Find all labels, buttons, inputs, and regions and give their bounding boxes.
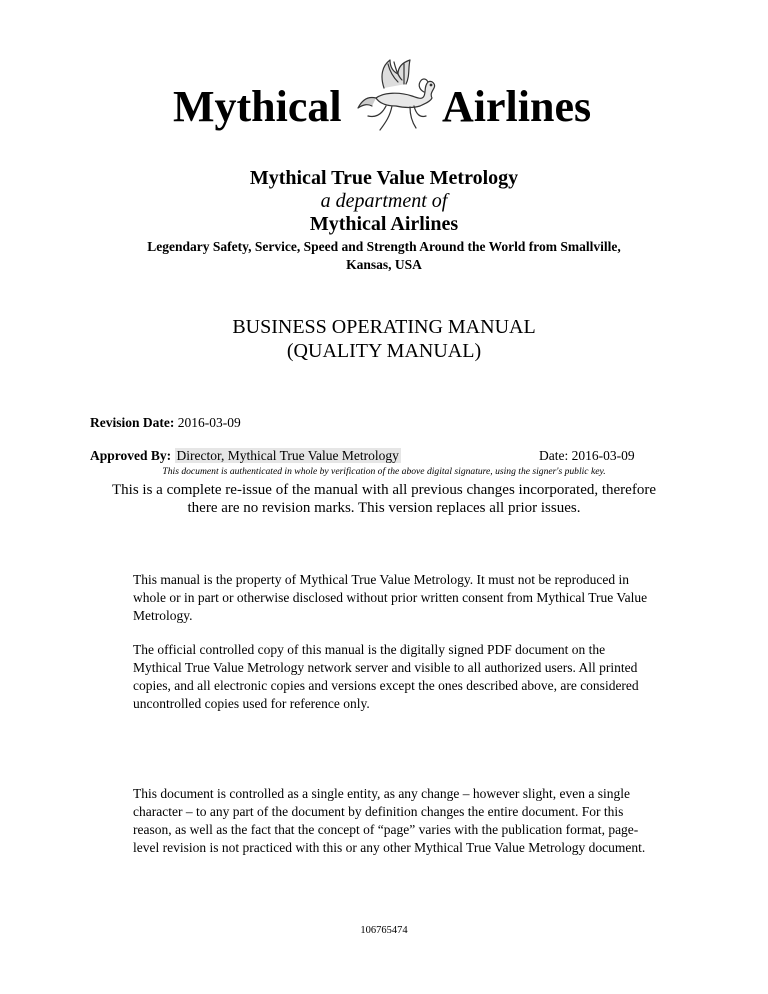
signature-field[interactable]: Director, Mythical True Value Metrology (176, 448, 399, 463)
approved-by-label: Approved By: (90, 448, 172, 463)
airline-name: Mythical Airlines (309, 213, 459, 235)
revision-date-value: 2016-03-09 (177, 415, 241, 430)
approval-date-value: 2016-03-09 (571, 448, 635, 463)
logo-right-word: Airlines (442, 82, 592, 131)
controlled-copy-paragraph: The official controlled copy of this manual is the digitally signed PDF document on the Mythical True Value Metrology network server and visible to all authorized users. All printed copies, and all electronic copies and versions except the ones described above, are considered uncontrolled copies used for reference only. (133, 642, 639, 711)
revision-date (90, 415, 241, 431)
department-name: Mythical True Value Metrology (249, 167, 519, 189)
pegasus-icon (354, 58, 438, 134)
authentication-note: This document is authenticated in whole by verification of the above digital signature, using the signer's public key. (162, 466, 606, 477)
single-entity-paragraph: This document is controlled as a single entity, as any change – however slight, even a single character – to any part of the document by definition changes the entire document. For this reason, as well as the fact that the concept of “page” varies with the publication format, page-level revision is not practiced with this or any other Mythical True Value Metrology document. (133, 786, 646, 855)
revision-date-label: Revision Date: (90, 415, 175, 430)
document-number: 106765474 (360, 925, 408, 936)
reissue-note: This is a complete re-issue of the manual with all previous changes incorporated, therefore there are no revision marks. This version replaces all prior issues. (112, 482, 656, 516)
approval-date (539, 448, 635, 464)
approved-by (90, 448, 401, 464)
logo-left-word: Mythical (173, 82, 342, 131)
approval-date-label: Date: (539, 448, 569, 463)
document-subtitle: (QUALITY MANUAL) (286, 340, 482, 362)
property-paragraph: This manual is the property of Mythical True Value Metrology. It must not be reproduced in whole or in part or otherwise disclosed without prior written consent from Mythical True Value Metrology. (133, 572, 648, 623)
tagline: Legendary Safety, Service, Speed and Strength Around the World from Smallville, Kansas, USA (147, 239, 621, 272)
department-subtitle: a department of (320, 190, 448, 212)
document-title: BUSINESS OPERATING MANUAL (232, 316, 536, 338)
